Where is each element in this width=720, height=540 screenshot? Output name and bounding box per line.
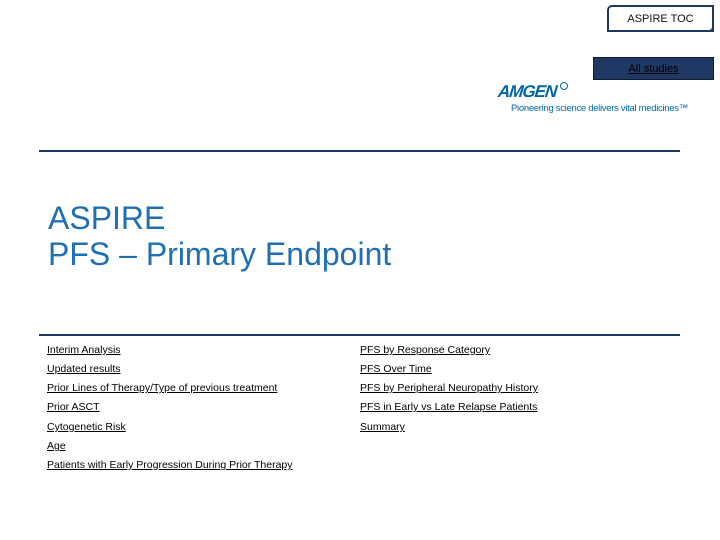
all-studies-label: All studies (628, 62, 679, 75)
all-studies-button[interactable] (593, 57, 714, 80)
top-divider (39, 150, 680, 152)
amgen-wordmark: AMGEN (497, 82, 558, 101)
amgen-logo (497, 82, 688, 118)
link-pfs-by-peripheral-neuropathy[interactable]: PFS by Peripheral Neuropathy History (360, 382, 538, 394)
page-title (48, 200, 391, 272)
title-line-1: ASPIRE (48, 200, 166, 236)
link-pfs-early-vs-late-relapse[interactable]: PFS in Early vs Late Relapse Patients (360, 401, 538, 413)
bottom-divider (39, 334, 680, 336)
link-prior-lines-of-therapy[interactable]: Prior Lines of Therapy/Type of previous treatment (47, 382, 278, 394)
link-interim-analysis[interactable]: Interim Analysis (47, 344, 121, 356)
link-age[interactable]: Age (47, 440, 66, 452)
title-line-2: PFS – Primary Endpoint (48, 236, 392, 272)
link-cytogenetic-risk[interactable]: Cytogenetic Risk (47, 421, 126, 433)
link-pfs-by-response-category[interactable]: PFS by Response Category (360, 344, 491, 356)
link-updated-results[interactable]: Updated results (47, 363, 121, 375)
link-summary[interactable]: Summary (360, 421, 405, 433)
link-early-progression[interactable]: Patients with Early Progression During Prior Therapy (47, 459, 293, 471)
link-pfs-over-time[interactable]: PFS Over Time (360, 363, 432, 375)
link-prior-asct[interactable]: Prior ASCT (47, 401, 100, 413)
amgen-tagline: Pioneering science delivers vital medicines™ (511, 103, 688, 114)
aspire-toc-label: ASPIRE TOC (627, 12, 694, 25)
registered-mark-icon (560, 82, 568, 90)
aspire-toc-button[interactable] (607, 5, 714, 32)
